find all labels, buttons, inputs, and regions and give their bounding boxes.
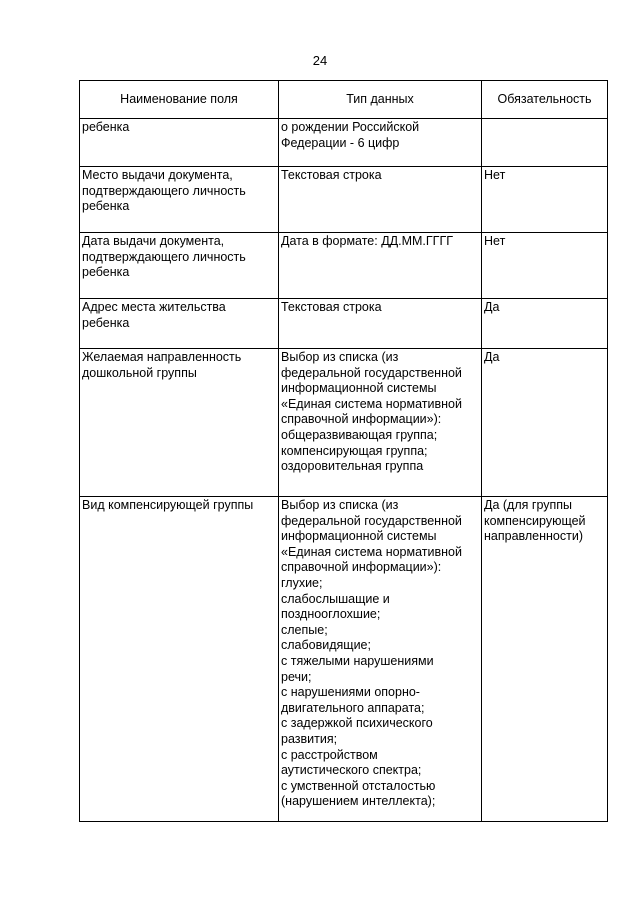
data-type-line: глухие; [281,575,323,590]
data-type-line: двигательного аппарата; [281,700,425,715]
required-cell [482,119,608,167]
data-type-cell [279,299,482,349]
data-type-line: с расстройством [281,747,378,762]
table-row [80,167,608,233]
table-row [80,299,608,349]
data-type-cell [279,233,482,299]
data-type-line: оздоровительная группа [281,459,424,474]
data-type-cell [279,167,482,233]
field-name-cell: Вид компенсирующей группы [80,497,279,822]
required-cell: Нет [482,167,608,233]
data-type-line: позднооглохшие; [281,607,381,622]
data-type-line: компенсирующая группа; [281,443,428,458]
data-type-line: общеразвивающая группа; [281,427,438,442]
data-type-cell [279,349,482,497]
required-cell: Да (для группы компенсирующей направленности) [482,497,608,822]
data-type-line: Текстовая строка [281,168,382,182]
data-type-line: развития; [281,731,338,746]
header-data-type: Тип данных [279,81,482,119]
data-type-line: «Единая система нормативной [281,396,462,411]
field-name-cell: Желаемая направленность дошкольной группы [80,349,279,497]
required-cell: Нет [482,233,608,299]
data-type-line: справочной информации»): [281,412,442,427]
field-name-cell: Место выдачи документа, подтверждающего личность ребенка [80,167,279,233]
field-name-cell: ребенка [80,119,279,167]
table-row [80,349,608,497]
data-type-line: Выбор из списка (из [281,350,399,364]
data-type-line: Выбор из списка (из [281,498,399,512]
data-type-line: федеральной государственной [281,513,462,528]
field-name-cell: Дата выдачи документа, подтверждающего личность ребенка [80,233,279,299]
data-type-line: слепые; [281,622,328,637]
data-type-line: с задержкой психического [281,716,433,731]
page-number: 24 [312,53,328,68]
data-type-line: Текстовая строка [281,300,382,314]
data-type-line: (нарушением интеллекта); [281,794,436,809]
fields-table [79,80,608,822]
required-cell: Да [482,299,608,349]
data-type-line: с тяжелыми нарушениями [281,653,434,668]
data-type-line: справочной информации»): [281,560,442,575]
table-row [80,497,608,822]
data-type-line: аутистического спектра; [281,763,422,778]
header-required: Обязательность [482,81,608,119]
data-type-cell [279,119,482,167]
field-name-cell: Адрес места жительства ребенка [80,299,279,349]
table-header-row [80,81,608,119]
table-row [80,233,608,299]
data-type-line: слабослышащие и [281,591,390,606]
data-type-line: с умственной отсталостью [281,778,436,793]
data-type-line: Федерации - 6 цифр [281,135,400,150]
table-row [80,119,608,167]
data-type-cell [279,497,482,822]
data-type-line: федеральной государственной [281,365,462,380]
data-type-line: информационной системы [281,529,437,544]
data-type-line: о рождении Российской [281,120,420,134]
data-type-line: с нарушениями опорно- [281,685,420,700]
data-type-line: речи; [281,669,312,684]
data-type-line: «Единая система нормативной [281,544,462,559]
data-type-line: информационной системы [281,381,437,396]
required-cell: Да [482,349,608,497]
data-type-line: Дата в формате: ДД.ММ.ГГГГ [281,234,453,248]
data-type-line: слабовидящие; [281,638,371,653]
header-field-name: Наименование поля [80,81,279,119]
